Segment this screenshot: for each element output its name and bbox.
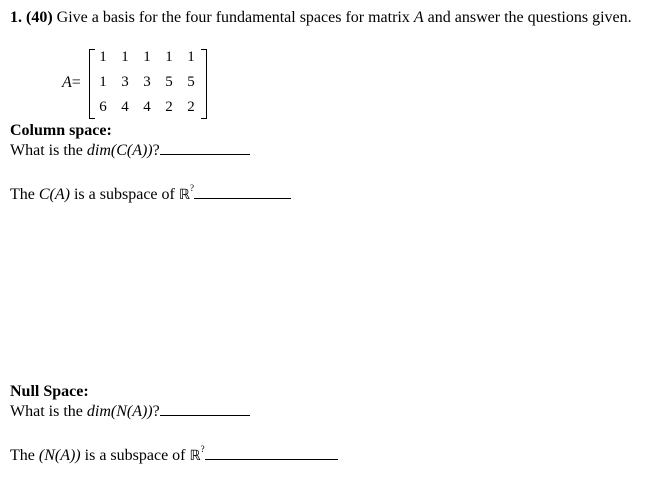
- matrix-cell: 3: [121, 74, 129, 90]
- column-space-power: ?: [189, 183, 194, 193]
- null-space-sub-expr: (N(A)): [38, 447, 81, 464]
- null-space-dim-suffix: ?: [152, 403, 160, 420]
- matrix-cell: 1: [99, 74, 107, 90]
- column-space-dim-prefix: What is the: [10, 142, 87, 159]
- column-space-heading: Column space:: [10, 122, 112, 139]
- null-space-dim-question: [10, 401, 250, 421]
- reals-symbol-icon: ℝ: [178, 187, 190, 203]
- matrix-right-bracket: [201, 49, 207, 119]
- matrix-cell: 1: [143, 49, 151, 65]
- question-matrix-name: A: [413, 9, 424, 26]
- matrix-cell: 5: [187, 74, 195, 90]
- null-space-sub-prefix: The: [10, 447, 39, 464]
- column-space-sub-middle: is a subspace of: [69, 186, 179, 203]
- column-space-sub-expr: C(A): [38, 186, 70, 203]
- column-space-subspace-answer-blank[interactable]: [194, 184, 291, 199]
- matrix-cell: 4: [121, 99, 129, 115]
- column-space-dim-answer-blank[interactable]: [160, 140, 250, 155]
- matrix-cell: 6: [99, 99, 107, 115]
- column-space-dim-question: [10, 140, 250, 160]
- matrix-cell: 1: [187, 49, 195, 65]
- question-title: [10, 8, 632, 28]
- null-space-heading: Null Space:: [10, 383, 89, 400]
- matrix-cell: 1: [121, 49, 129, 65]
- matrix-row-2: [97, 72, 201, 92]
- null-space-dim-prefix: What is the: [10, 403, 87, 420]
- question-number: 1.: [10, 9, 22, 26]
- column-space-sub-prefix: The: [10, 186, 39, 203]
- matrix-cell: 2: [165, 99, 173, 115]
- column-space-dim-expr: dim(C(A)): [86, 142, 153, 159]
- matrix-row-1: [97, 47, 201, 67]
- null-space-power: ?: [200, 444, 205, 454]
- null-space-sub-middle: is a subspace of: [80, 447, 190, 464]
- null-space-dim-expr: dim(N(A)): [86, 403, 153, 420]
- matrix-cell: 3: [143, 74, 151, 90]
- matrix-cell: 5: [165, 74, 173, 90]
- column-space-dim-suffix: ?: [152, 142, 160, 159]
- matrix-cell: 2: [187, 99, 195, 115]
- matrix-cell: 1: [165, 49, 173, 65]
- matrix-equals: =: [71, 74, 81, 91]
- matrix-lhs: [62, 73, 81, 93]
- null-space-dim-answer-blank[interactable]: [160, 401, 250, 416]
- question-points: (40): [26, 9, 53, 26]
- reals-symbol-icon: ℝ: [189, 448, 201, 464]
- null-space-subspace-answer-blank[interactable]: [205, 445, 338, 460]
- question-text-before: Give a basis for the four fundamental spaces for matrix: [52, 9, 414, 26]
- matrix-cell: 1: [99, 49, 107, 65]
- column-space-subspace-question: [10, 179, 291, 204]
- matrix-lhs-name: A: [62, 74, 72, 91]
- matrix: [89, 48, 207, 118]
- question-text-after: and answer the questions given.: [423, 9, 632, 26]
- null-space-subspace-question: [10, 440, 338, 465]
- matrix-row-3: [97, 97, 201, 117]
- matrix-cell: 4: [143, 99, 151, 115]
